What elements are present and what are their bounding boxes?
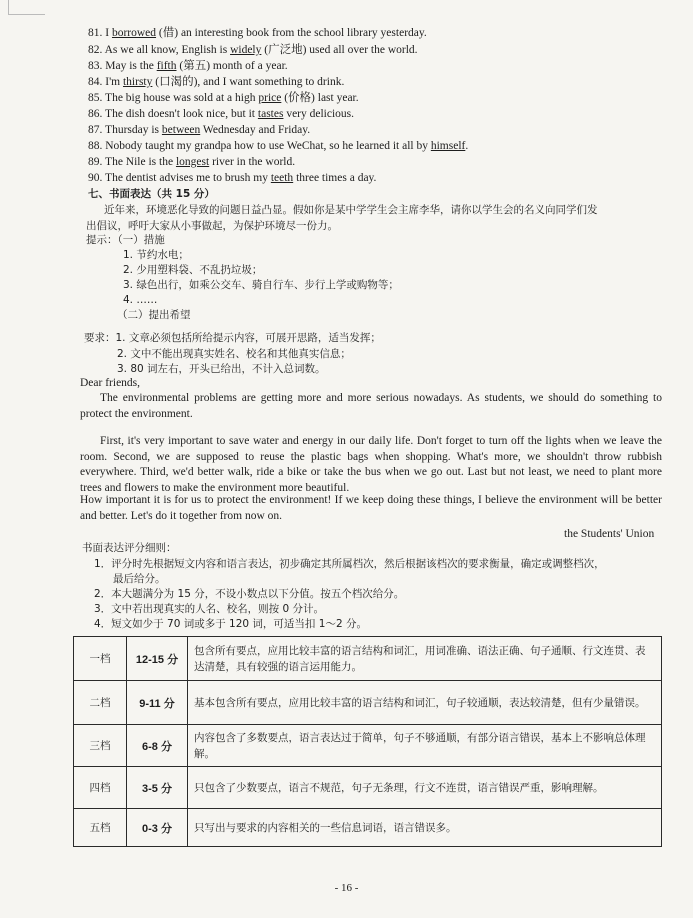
vocab-text: I bbox=[105, 27, 112, 39]
grade-description: 内容包含了多数要点，语言表达过于简单，句子不够通顺，有部分语言错误，基本上不影响总体理解。 bbox=[188, 725, 662, 767]
vocab-text: Thursday is bbox=[105, 124, 162, 136]
grade-row bbox=[74, 681, 662, 725]
vocab-item bbox=[88, 43, 418, 57]
vocab-answer: borrowed bbox=[111, 27, 157, 39]
vocab-item bbox=[88, 171, 376, 185]
vocab-text: (广泛地) used all over the world. bbox=[261, 44, 418, 56]
grade-score: 12-15 分 bbox=[127, 637, 188, 681]
page-number: - 16 - bbox=[334, 882, 359, 894]
tip-item: 4. …… bbox=[123, 294, 158, 306]
vocab-answer: himself bbox=[430, 140, 466, 152]
vocab-text: (口渴的), and I want something to drink. bbox=[152, 76, 345, 88]
vocab-number: 87. bbox=[88, 124, 103, 136]
vocab-answer: fifth bbox=[156, 60, 177, 72]
grade-description: 只写出与要求的内容相关的一些信息词语，语言错误多。 bbox=[188, 809, 662, 847]
vocab-text: Nobody taught my grandpa how to use WeChat, so he learned it all by bbox=[105, 140, 431, 152]
requirement-2: 2. 文中不能出现真实姓名、校名和其他真实信息； bbox=[117, 348, 351, 360]
vocab-text: The dentist advises me to brush my bbox=[105, 172, 271, 184]
writing-prompt-line-2: 出倡议，呼吁大家从小事做起，为保护环境尽一份力。 bbox=[86, 220, 338, 232]
vocab-text: (第五) month of a year. bbox=[176, 60, 288, 72]
rubric-item: 3．文中若出现真实的人名、校名，则按 0 分计。 bbox=[94, 603, 325, 615]
vocab-text: Wednesday and Friday. bbox=[200, 124, 311, 136]
writing-prompt-line-1: 近年来，环境恶化导致的问题日益凸显。假如你是某中学学生会主席李华，请你以学生会的名义向同学们发 bbox=[104, 204, 598, 216]
writing-heading: 七、书面表达（共 15 分） bbox=[88, 188, 215, 200]
grade-row bbox=[74, 767, 662, 809]
essay-paragraph-3: How important it is for us to protect the environment! If we keep doing these things, I believe the environment will be better and better. Let's do it together from now on. bbox=[80, 494, 662, 522]
vocab-text: The Nile is the bbox=[105, 156, 176, 168]
tip-item: 1. 节约水电； bbox=[123, 249, 189, 261]
grade-score: 9-11 分 bbox=[127, 681, 188, 725]
vocab-text: I'm bbox=[105, 76, 123, 88]
vocab-item bbox=[88, 91, 359, 105]
essay-paragraph-2: First, it's very important to save water and energy in our daily life. Don't forget to turn off the lights when we leave the room. Second, we are supposed to reuse the plastic bags when shopping. What's more, we shouldn't throw rubbish everywhere. Third, we'd better walk, ride a bike or take the bus when we go out. Last but not least, we need to plant more trees and flowers to make the environment more beautiful. bbox=[80, 435, 662, 494]
vocab-text: . bbox=[465, 140, 469, 152]
vocab-text: (借) an interesting book from the school library yesterday. bbox=[156, 27, 427, 39]
grade-description: 只包含了少数要点，语言不规范，句子无条理，行文不连贯，语言错误严重，影响理解。 bbox=[188, 767, 662, 809]
grade-row bbox=[74, 725, 662, 767]
grade-level: 三档 bbox=[74, 725, 127, 767]
vocab-text: very delicious. bbox=[283, 108, 355, 120]
vocab-number: 84. bbox=[88, 76, 103, 88]
vocab-item bbox=[88, 75, 344, 89]
vocab-item bbox=[88, 123, 310, 137]
vocab-number: 83. bbox=[88, 60, 103, 72]
grade-row bbox=[74, 637, 662, 681]
grade-score: 3-5 分 bbox=[127, 767, 188, 809]
grade-description: 基本包含所有要点，应用比较丰富的语言结构和词汇，句子较通顺，表达较清楚，但有少量错误。 bbox=[188, 681, 662, 725]
grade-row bbox=[74, 809, 662, 847]
vocab-item bbox=[88, 139, 468, 153]
vocab-number: 89. bbox=[88, 156, 103, 168]
grade-level: 四档 bbox=[74, 767, 127, 809]
tips-section-2: （二）提出希望 bbox=[117, 309, 191, 321]
vocab-text: May is the bbox=[105, 60, 157, 72]
grade-score: 6-8 分 bbox=[127, 725, 188, 767]
rubric-item: 2．本大题满分为 15 分，不设小数点以下分值。按五个档次给分。 bbox=[94, 588, 405, 600]
rubric-heading: 书面表达评分细则： bbox=[82, 542, 177, 554]
vocab-text: (价格) last year. bbox=[281, 92, 359, 104]
vocab-text: river in the world. bbox=[209, 156, 296, 168]
vocab-number: 81. bbox=[88, 27, 103, 39]
essay-paragraph-1: The environmental problems are getting more and more serious nowadays. As students, we should do something to protect the environment. bbox=[80, 392, 662, 420]
grade-description: 包含所有要点，应用比较丰富的语言结构和词汇，用词准确、语法正确、句子通顺、行文连贯、表达清楚，具有较强的语言运用能力。 bbox=[188, 637, 662, 681]
vocab-number: 85. bbox=[88, 92, 103, 104]
essay-greeting: Dear friends, bbox=[80, 377, 141, 389]
vocab-text: three times a day. bbox=[293, 172, 377, 184]
vocab-text: As we all know, English is bbox=[104, 44, 231, 56]
vocab-item bbox=[88, 107, 354, 121]
grade-level: 一档 bbox=[74, 637, 127, 681]
vocab-answer: longest bbox=[175, 156, 210, 168]
vocab-answer: widely bbox=[230, 44, 262, 56]
rubric-item: 4．短文如少于 70 词或多于 120 词，可适当扣 1～2 分。 bbox=[94, 618, 367, 630]
grading-table bbox=[73, 636, 662, 847]
vocab-answer: thirsty bbox=[122, 76, 153, 88]
vocab-number: 88. bbox=[88, 140, 103, 152]
vocab-answer: between bbox=[161, 124, 201, 136]
rubric-item: 1．评分时先根据短文内容和语言表达，初步确定其所属档次，然后根据该档次的要求衡量，确定或调整档次， bbox=[94, 558, 605, 570]
grade-score: 0-3 分 bbox=[127, 809, 188, 847]
vocab-item bbox=[88, 155, 295, 169]
requirement-3: 3. 80 词左右，开头已给出，不计入总词数。 bbox=[117, 363, 326, 375]
vocab-number: 86. bbox=[88, 108, 103, 120]
tip-item: 2. 少用塑料袋、不乱扔垃圾； bbox=[123, 264, 263, 276]
vocab-text: The dish doesn't look nice, but it bbox=[105, 108, 258, 120]
tips-label: 提示：（一）措施 bbox=[86, 234, 165, 246]
vocab-number: 82. bbox=[88, 44, 103, 56]
tip-item: 3. 绿色出行，如乘公交车、骑自行车、步行上学或购物等； bbox=[123, 279, 399, 291]
vocab-answer: price bbox=[258, 92, 282, 104]
grade-level: 二档 bbox=[74, 681, 127, 725]
vocab-answer: tastes bbox=[257, 108, 284, 120]
vocab-number: 90. bbox=[88, 172, 103, 184]
vocab-answer: teeth bbox=[270, 172, 294, 184]
vocab-item bbox=[88, 59, 288, 73]
vocab-item bbox=[88, 26, 427, 40]
grade-level: 五档 bbox=[74, 809, 127, 847]
essay-signature: the Students' Union bbox=[564, 528, 655, 540]
rubric-item: 最后给分。 bbox=[113, 573, 166, 585]
vocab-text: The big house was sold at a high bbox=[105, 92, 259, 104]
requirement-1: 要求：1. 文章必须包括所给提示内容，可展开思路，适当发挥； bbox=[84, 332, 381, 344]
